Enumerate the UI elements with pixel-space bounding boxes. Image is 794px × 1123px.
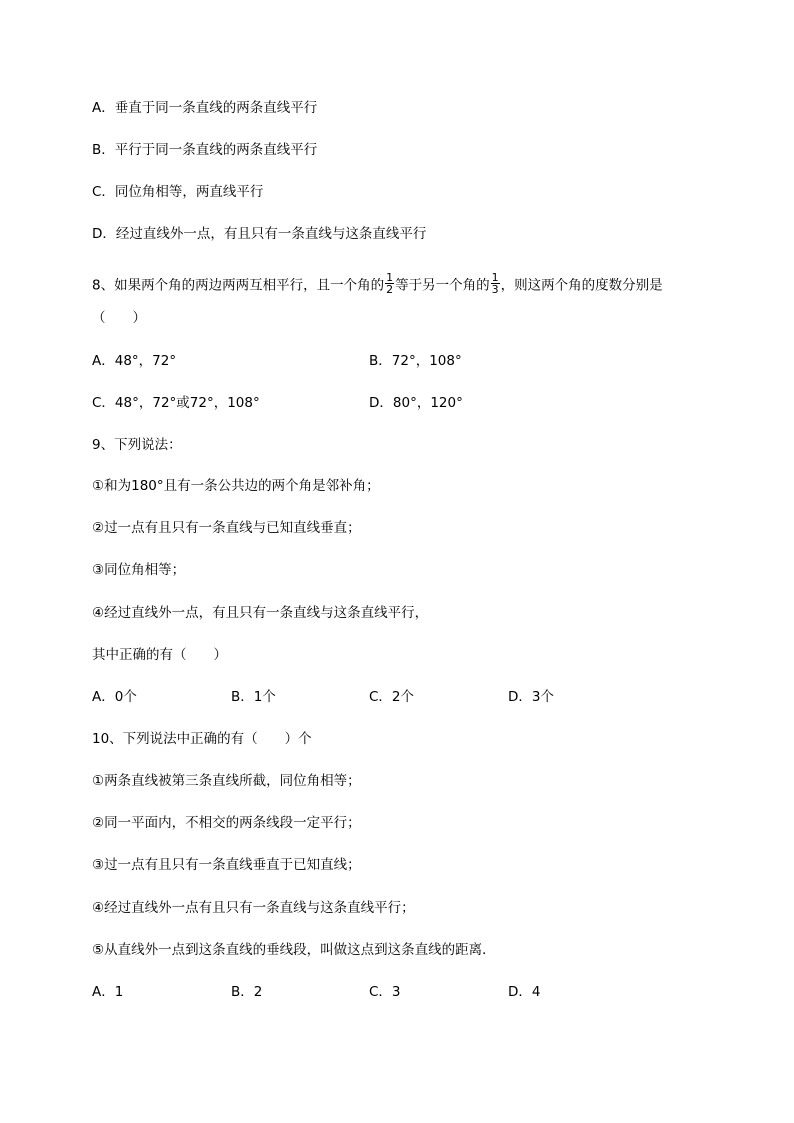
q7-option-a: A．垂直于同一条直线的两条直线平行	[92, 100, 318, 116]
q10-statement-1: ①两条直线被第三条直线所截，同位角相等；	[92, 773, 361, 789]
q8-option-d: D．80°，120°	[369, 395, 463, 411]
fraction-denominator: 3	[491, 283, 499, 296]
q10-stem: 10、下列说法中正确的有（ ）个	[92, 731, 312, 747]
q8-fraction-half	[385, 272, 394, 295]
q9-question: 其中正确的有（ ）	[92, 647, 227, 663]
q8-option-c: C．48°，72°或72°，108°	[92, 395, 260, 411]
q8-option-a: A．48°，72°	[92, 353, 177, 369]
q10-statement-2: ②同一平面内，不相交的两条线段一定平行；	[92, 815, 361, 831]
q8-stem-part-b: 等于另一个角的	[395, 277, 490, 294]
q8-answer-blank: （ ）	[92, 310, 146, 326]
q9-statement-2: ②过一点有且只有一条直线与已知直线垂直；	[92, 520, 361, 536]
q8-stem-part-a: 8、如果两个角的两边两两互相平行，且一个角的	[92, 277, 385, 294]
q8-stem-part-c: ，则这两个角的度数分别是	[500, 277, 663, 294]
fraction-denominator: 2	[386, 283, 394, 296]
q7-option-c: C．同位角相等，两直线平行	[92, 184, 264, 200]
q9-option-d: D．3个	[508, 689, 554, 705]
q10-option-a: A．1	[92, 984, 124, 1000]
fraction-numerator: 1	[386, 271, 394, 284]
q9-stem: 9、下列说法：	[92, 437, 182, 453]
q10-option-d: D．4	[508, 984, 541, 1000]
q9-option-a: A．0个	[92, 689, 137, 705]
fraction-numerator: 1	[491, 271, 499, 284]
q10-statement-3: ③过一点有且只有一条直线垂直于已知直线；	[92, 857, 361, 873]
q9-statement-4: ④经过直线外一点，有且只有一条直线与这条直线平行，	[92, 605, 429, 621]
q8-option-b: B．72°，108°	[369, 353, 462, 369]
q9-option-b: B．1个	[231, 689, 276, 705]
q8-stem	[92, 271, 663, 296]
q9-statement-1: ①和为180°且有一条公共边的两个角是邻补角；	[92, 478, 380, 494]
q7-option-d: D．经过直线外一点，有且只有一条直线与这条直线平行	[92, 226, 427, 242]
q7-option-b: B．平行于同一条直线的两条直线平行	[92, 142, 318, 158]
q10-statement-5: ⑤从直线外一点到这条直线的垂线段，叫做这点到这条直线的距离．	[92, 942, 496, 958]
q10-option-c: C．3	[369, 984, 401, 1000]
q10-option-b: B．2	[231, 984, 263, 1000]
q8-fraction-third	[491, 272, 500, 295]
q10-statement-4: ④经过直线外一点有且只有一条直线与这条直线平行；	[92, 900, 415, 916]
q9-option-c: C．2个	[369, 689, 415, 705]
q9-statement-3: ③同位角相等；	[92, 562, 186, 578]
